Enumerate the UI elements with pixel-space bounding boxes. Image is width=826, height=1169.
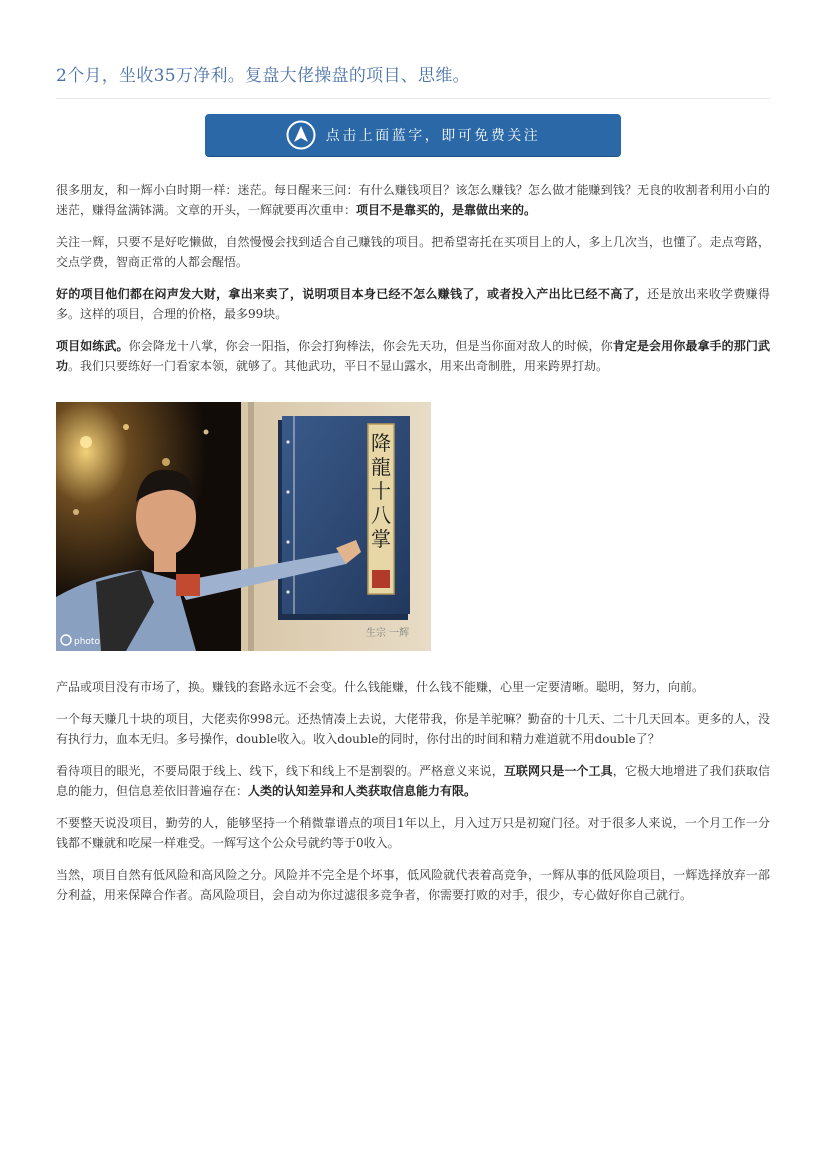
- paragraph-text: 看待项目的眼光，不要局限于线上、线下，线下和线上不是割裂的。严格意义来说，: [56, 764, 504, 778]
- bold-text: 互联网只是一个工具: [503, 764, 613, 778]
- paragraph-text: 不要整天说没项目，勤劳的人，能够坚持一个稍微靠谱点的项目1年以上，月入过万只是初窥门径。对于很多人来说，一个月工作一分钱都不赚就和吃屎一样难受。一辉写这个公众号就约等于0收入。: [56, 816, 770, 850]
- bold-text: 项目如练武。: [56, 339, 129, 353]
- article-paragraph: [56, 761, 770, 801]
- paragraph-text: 还是放出来收学费赚得多。这样的项目，合理的价格，最多99块。: [56, 287, 770, 321]
- follow-banner-text: 点击上面蓝字，即可免费关注: [325, 128, 541, 144]
- article-title: 2个月，坐收35万净利。复盘大佬操盘的项目、思维。: [56, 66, 470, 86]
- article-paragraph: [56, 813, 770, 853]
- paragraph-text: 关注一辉，只要不是好吃懒做，自然慢慢会找到适合自己赚钱的项目。把希望寄托在买项目上的人，多上几次当，也懂了。走点弯路，交点学费，智商正常的人都会醒悟。: [56, 235, 770, 269]
- paragraph-text: 。我们只要练好一门看家本领，就够了。其他武功，平日不显山露水，用来出奇制胜，用来跨界打劫。: [68, 359, 609, 373]
- article-paragraph: [56, 677, 770, 697]
- photo-watermark-right: 生宗 一辉: [366, 628, 410, 639]
- title-divider: [56, 98, 770, 99]
- article-paragraph: [56, 284, 770, 324]
- paragraphs-after-photo: [56, 677, 770, 905]
- article-paragraph: [56, 865, 770, 905]
- navigation-arrow-icon: [286, 120, 316, 150]
- paragraph-text: 当然，项目自然有低风险和高风险之分。风险并不完全是个坏事，低风险就代表着高竞争，一辉从事的低风险项目，一辉选择放弃一部分利益，用来保障合作者。高风险项目，会自动为你过滤很多竞争者，你需要打败的对手，很少，专心做好你自己就行。: [56, 868, 770, 902]
- article-photo: [56, 402, 431, 651]
- paragraphs-before-photo: [56, 180, 770, 376]
- photo-watermark-left: photo: [74, 637, 100, 647]
- bold-text: 项目不是靠买的，是靠做出来的。: [356, 203, 537, 217]
- paragraph-text: 一个每天赚几十块的项目，大佬卖你998元。还热情凑上去说，大佬带我，你是羊驼嘛？勤奋的十几天、二十几天回本。更多的人，没有执行力，血本无归。多号操作，double收入。收入double的同时，你付出的时间和精力难道就不用double了？: [56, 712, 770, 746]
- paragraph-text: 很多朋友，和一辉小白时期一样：迷茫。每日醒来三问：有什么赚钱项目？该怎么赚钱？怎么做才能赚到钱？无良的收割者利用小白的迷茫，赚得盆满钵满。文章的开头，一辉就要再次重申：: [56, 183, 770, 217]
- article-paragraph: [56, 232, 770, 272]
- bold-text: 人类的认知差异和人类获取信息能力有限。: [248, 784, 477, 798]
- follow-banner-button[interactable]: [205, 114, 621, 156]
- paragraph-text: 你会降龙十八掌，你会一阳指，你会打狗棒法，你会先天功，但是当你面对敌人的时候，你: [128, 339, 613, 353]
- article-paragraph: [56, 336, 770, 376]
- bold-text: 好的项目他们都在闷声发大财，拿出来卖了，说明项目本身已经不怎么赚钱了，或者投入产出比已经不高了，: [56, 287, 648, 301]
- article-page: [56, 0, 770, 917]
- paragraph-text: ，它极大地增进了我们获取信息的能力，但信息差依旧普遍存在：: [56, 764, 770, 798]
- book-title-text: 降龍十八掌: [371, 431, 391, 551]
- paragraph-text: 产品或项目没有市场了，换。赚钱的套路永远不会变。什么钱能赚，什么钱不能赚，心里一定要清晰。聪明，努力，向前。: [56, 680, 705, 694]
- article-paragraph: [56, 180, 770, 220]
- article-paragraph: [56, 709, 770, 749]
- article-body: [56, 180, 770, 905]
- bold-text: 肯定是会用你最拿手的那门武功: [56, 339, 770, 373]
